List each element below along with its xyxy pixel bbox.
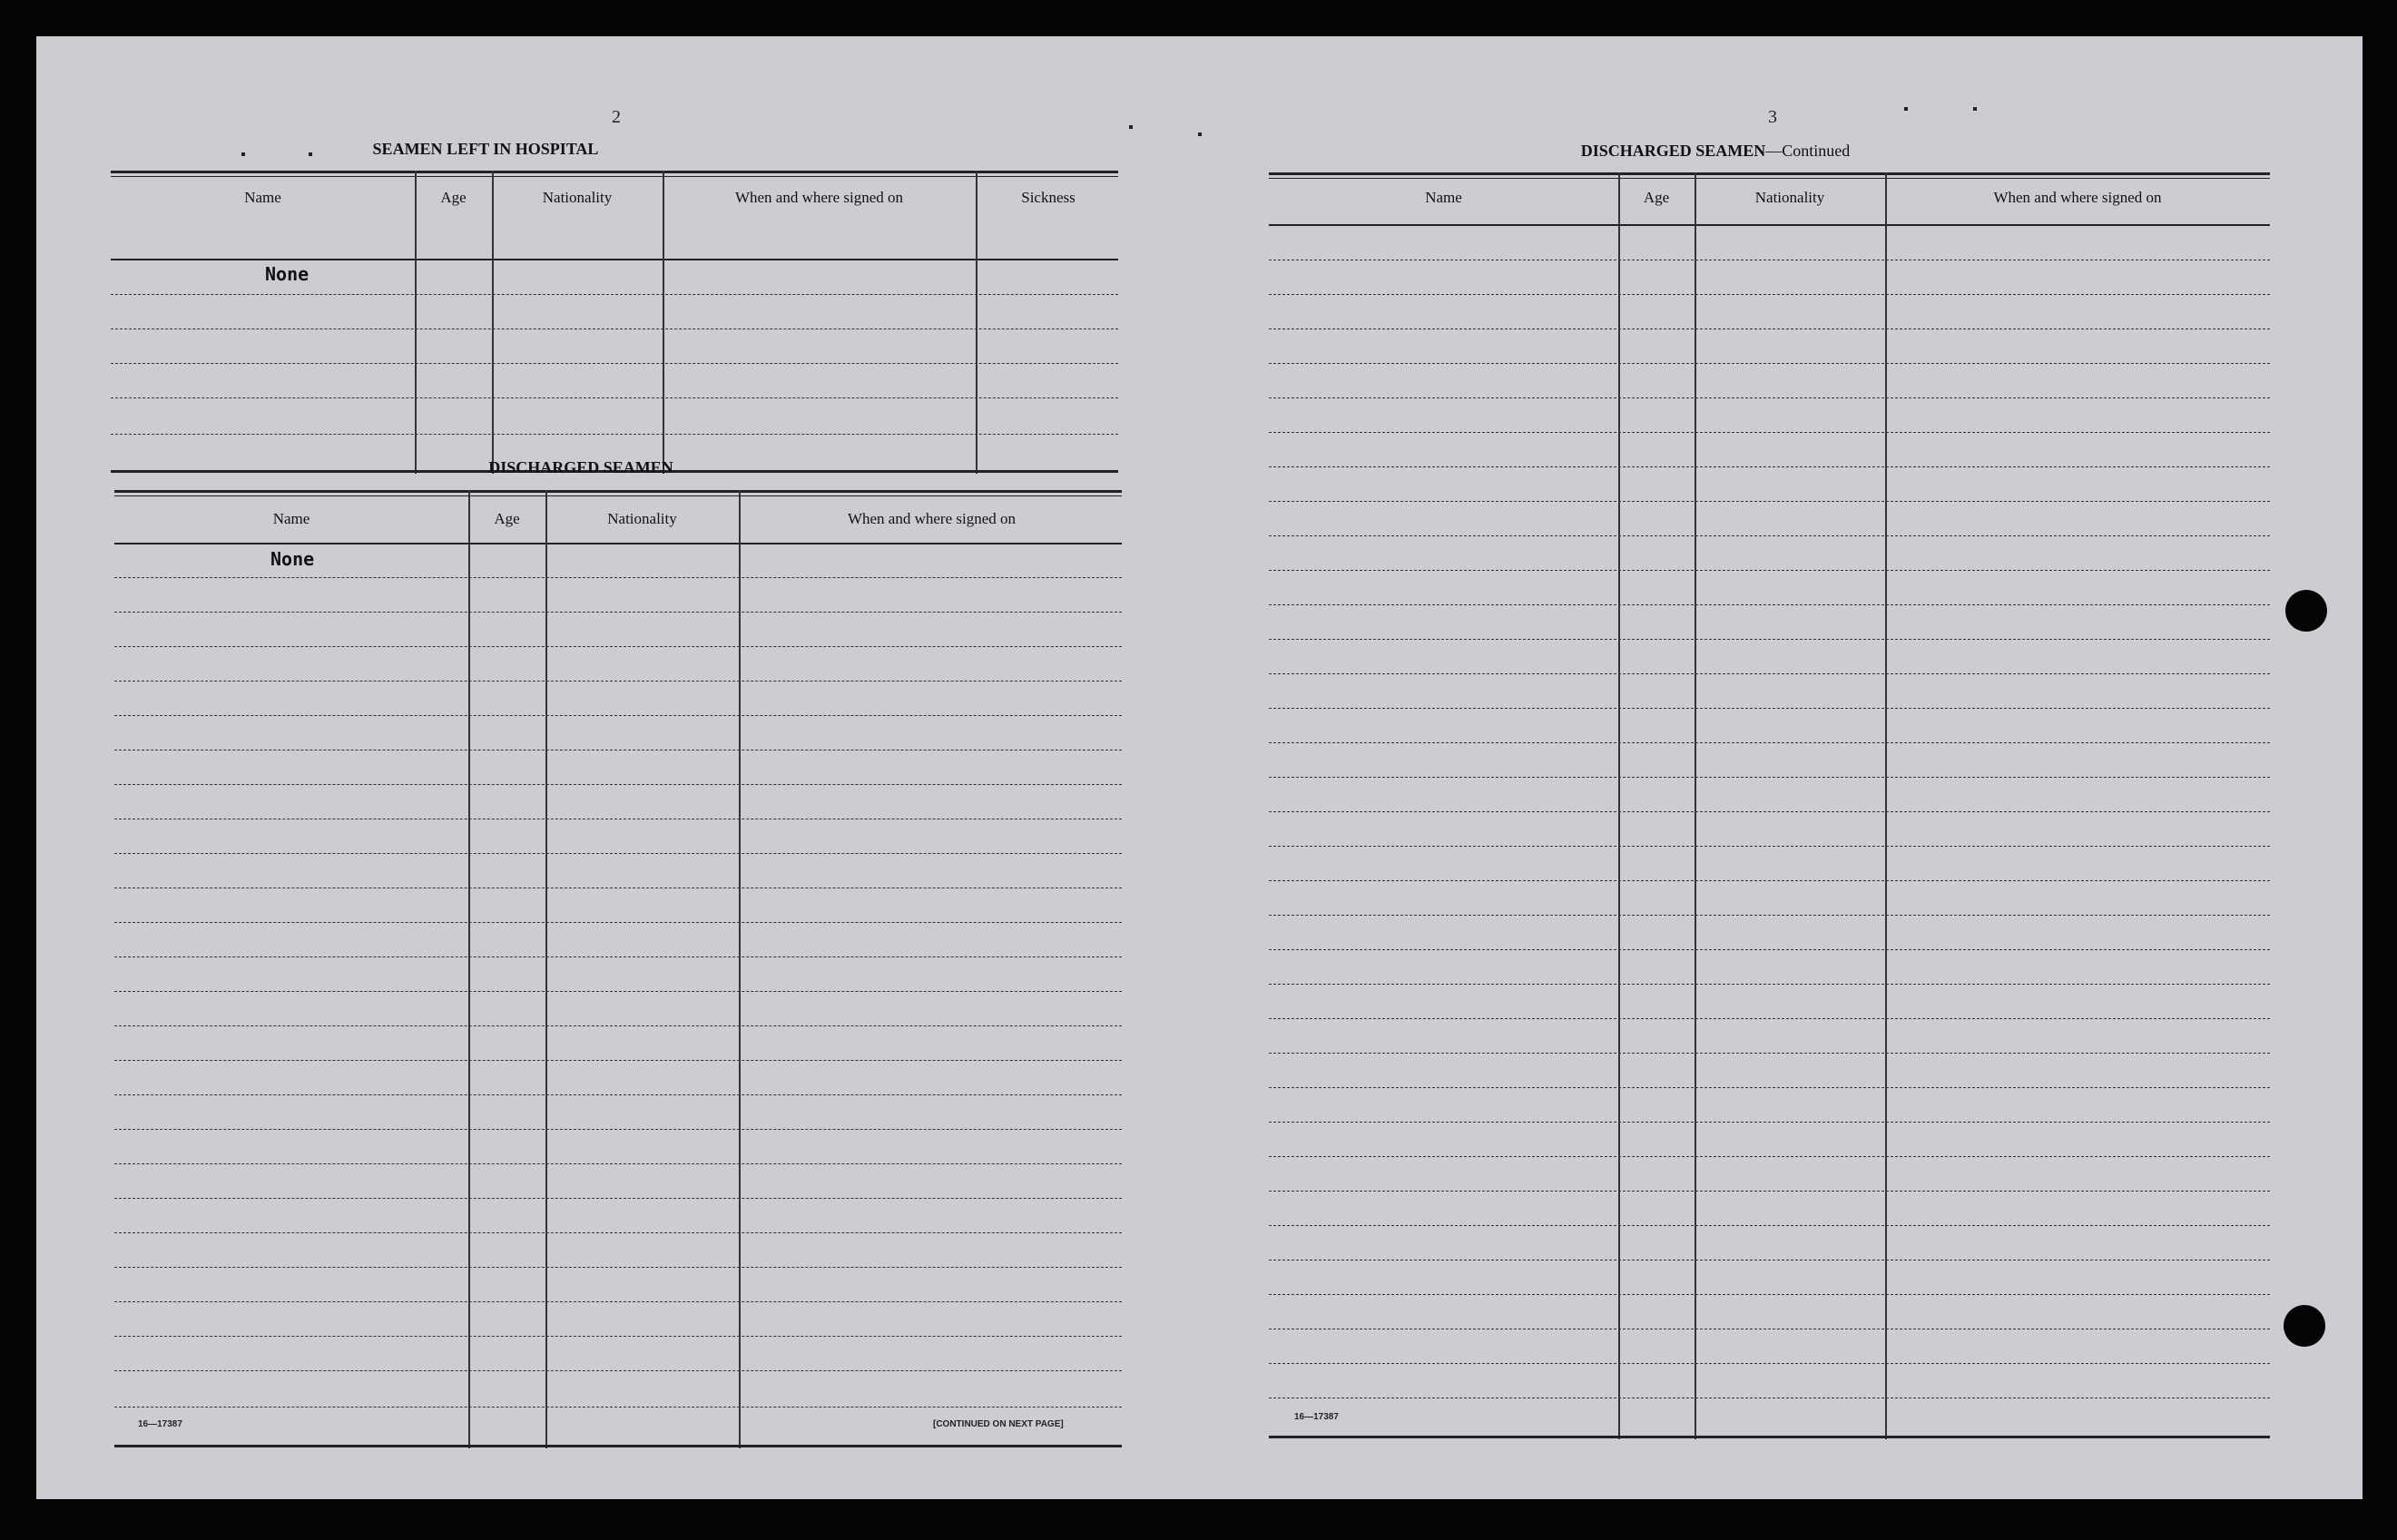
row-line <box>1269 466 2270 467</box>
speck <box>1129 125 1133 129</box>
col-head-nationality: Nationality <box>542 189 613 206</box>
row-line <box>114 1094 1122 1095</box>
row-line <box>114 612 1122 613</box>
continued-note: [CONTINUED ON NEXT PAGE] <box>933 1419 1064 1429</box>
col-head-name: Name <box>1425 189 1462 206</box>
punch-hole <box>2285 590 2327 632</box>
right-section-title <box>1525 142 1906 161</box>
row-line <box>1269 811 2270 812</box>
row-line <box>1269 363 2270 364</box>
left-page-number: 2 <box>612 107 621 127</box>
row-line <box>1269 880 2270 881</box>
row-line <box>114 922 1122 923</box>
header-rule <box>114 543 1122 544</box>
col-head-age: Age <box>440 189 467 206</box>
right-page-number: 3 <box>1768 107 1777 127</box>
row-line <box>1269 708 2270 709</box>
row-line <box>1269 949 2270 950</box>
column-divider <box>468 490 470 1448</box>
row-line <box>111 294 1118 295</box>
hospital-entry-name: None <box>265 263 309 285</box>
col-head-name: Name <box>272 510 310 527</box>
row-line <box>1269 639 2270 640</box>
col-head-nationality: Nationality <box>1754 189 1825 206</box>
punch-hole <box>2284 1305 2325 1347</box>
row-line <box>1269 501 2270 502</box>
discharged-table <box>114 490 1122 1452</box>
row-line <box>114 991 1122 992</box>
col-head-sickness: Sickness <box>1021 189 1076 206</box>
col-head-age: Age <box>1643 189 1670 206</box>
column-divider <box>545 490 547 1448</box>
row-line <box>114 1370 1122 1371</box>
row-line <box>1269 1018 2270 1019</box>
continued-table <box>1269 172 2270 1441</box>
row-line <box>111 434 1118 435</box>
row-line <box>1269 535 2270 536</box>
row-line <box>114 1060 1122 1061</box>
row-line <box>1269 1191 2270 1192</box>
row-line <box>1269 1294 2270 1295</box>
row-line <box>114 1232 1122 1233</box>
row-line <box>114 1301 1122 1302</box>
speck <box>309 152 312 156</box>
row-line <box>114 1336 1122 1337</box>
row-line <box>1269 1122 2270 1123</box>
row-line <box>114 1163 1122 1164</box>
row-line <box>1269 846 2270 847</box>
speck <box>241 152 245 156</box>
row-line <box>1269 1156 2270 1157</box>
col-head-nationality: Nationality <box>607 510 677 527</box>
top-rule <box>1269 172 2270 175</box>
col-head-signed-on: When and where signed on <box>734 189 904 206</box>
row-line <box>1269 397 2270 398</box>
row-line <box>114 646 1122 647</box>
row-line <box>114 715 1122 716</box>
row-line <box>111 397 1118 398</box>
row-line <box>1269 777 2270 778</box>
speck <box>1198 132 1202 136</box>
col-head-age: Age <box>494 510 520 527</box>
row-line <box>1269 1225 2270 1226</box>
top-rule <box>1269 178 2270 179</box>
row-line <box>114 956 1122 957</box>
col-head-name: Name <box>244 189 281 206</box>
header-rule <box>1269 224 2270 226</box>
discharged-entry-name: None <box>270 548 315 570</box>
column-divider <box>492 171 494 474</box>
row-line <box>114 1198 1122 1199</box>
right-title-main: DISCHARGED SEAMEN <box>1580 142 1766 160</box>
row-line <box>114 1025 1122 1026</box>
column-divider <box>976 171 977 474</box>
row-line <box>1269 570 2270 571</box>
row-line <box>1269 294 2270 295</box>
row-line <box>1269 1053 2270 1054</box>
hospital-table <box>111 171 1118 476</box>
row-line <box>1269 1087 2270 1088</box>
row-line <box>114 1267 1122 1268</box>
right-title-suffix: —Continued <box>1765 142 1851 160</box>
row-line <box>1269 742 2270 743</box>
row-line <box>114 784 1122 785</box>
top-rule <box>111 171 1118 173</box>
row-line <box>114 577 1122 578</box>
row-line <box>1269 984 2270 985</box>
right-form-number: 16—17387 <box>1294 1412 1339 1422</box>
top-rule <box>111 176 1118 177</box>
left-form-number: 16—17387 <box>138 1419 182 1429</box>
speck <box>1973 107 1977 111</box>
top-rule <box>114 495 1122 496</box>
row-line <box>114 1407 1122 1408</box>
row-line <box>114 681 1122 682</box>
column-divider <box>415 171 417 474</box>
row-line <box>1269 915 2270 916</box>
discharged-section-title: DISCHARGED SEAMEN <box>488 458 673 476</box>
bottom-rule <box>114 1445 1122 1447</box>
top-rule <box>114 490 1122 493</box>
row-line <box>114 853 1122 854</box>
speck <box>1904 107 1908 111</box>
bottom-rule <box>1269 1436 2270 1438</box>
col-head-signed-on: When and where signed on <box>1993 189 2162 206</box>
col-head-signed-on: When and where signed on <box>847 510 1017 527</box>
column-divider <box>739 490 741 1448</box>
row-line <box>111 363 1118 364</box>
header-rule <box>111 259 1118 260</box>
row-line <box>1269 604 2270 605</box>
row-line <box>1269 673 2270 674</box>
document-sheet <box>36 36 2363 1499</box>
column-divider <box>663 171 664 474</box>
row-line <box>114 1129 1122 1130</box>
row-line <box>1269 1363 2270 1364</box>
row-line <box>1269 432 2270 433</box>
hospital-section-title: SEAMEN LEFT IN HOSPITAL <box>372 140 599 158</box>
